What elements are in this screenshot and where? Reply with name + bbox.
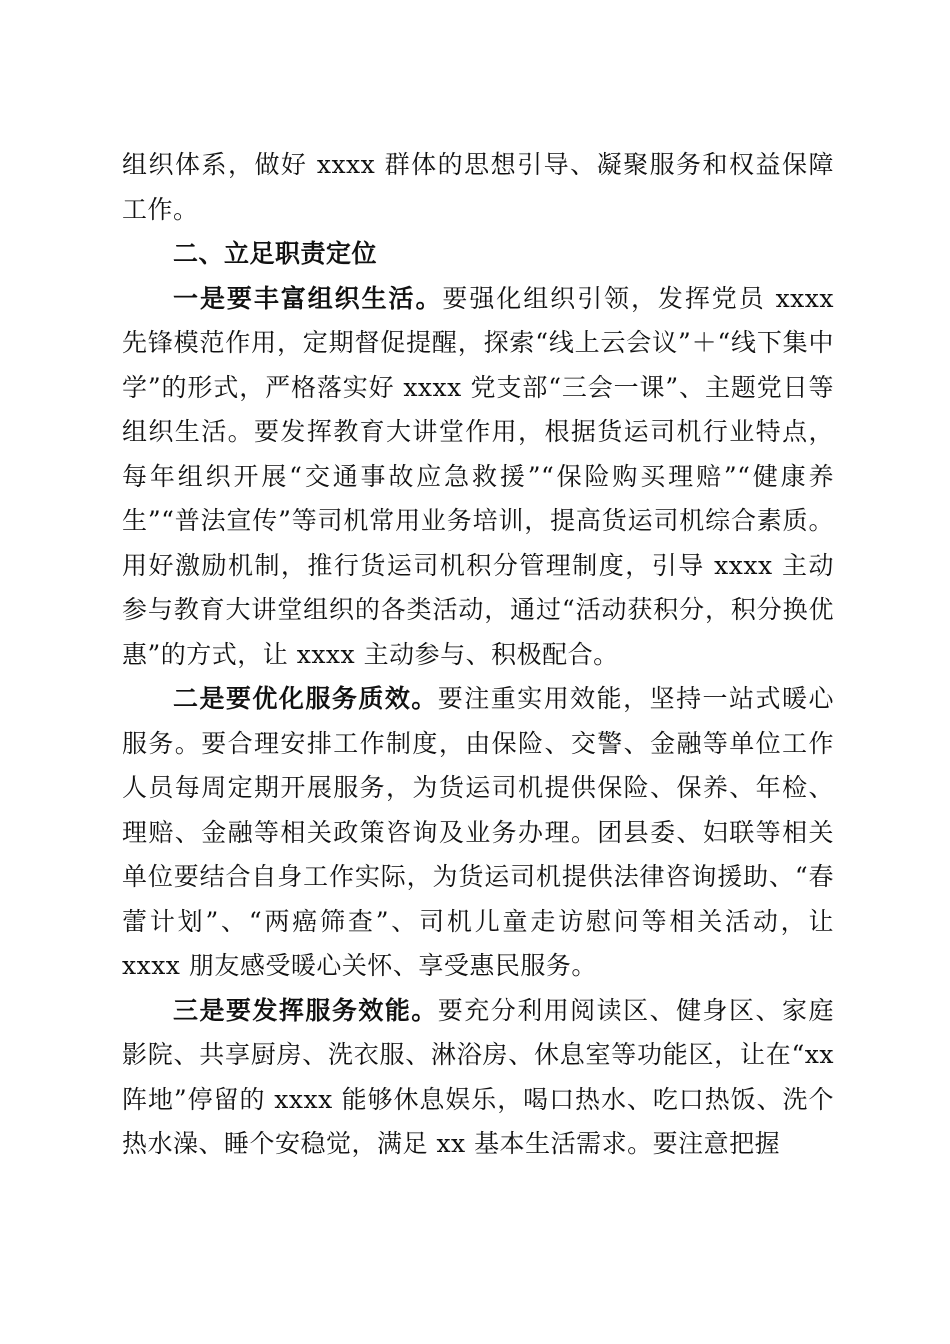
paragraph-3: [122, 989, 834, 1167]
paragraph-2: [122, 677, 834, 989]
paragraph-2-lead: 二是要优化服务质效。: [173, 684, 438, 713]
paragraph-continued: 组织体系，做好 xxxx 群体的思想引导、凝聚服务和权益保障工作。: [122, 150, 834, 224]
paragraph-2-body: 要注重实用效能，坚持一站式暖心服务。要合理安排工作制度，由保险、交警、金融等单位工作人员每周定期开展服务，为货运司机提供保险、保养、年检、理赔、金融等相关政策咨询及业务办理。团县委、妇联等相关单位要结合自身工作实际，为货运司机提供法律咨询援助、“春蕾计划”、“两癌筛查”、司机儿童走访慰问等相关活动，让 xxxx 朋友感受暖心关怀、享受惠民服务。: [122, 684, 834, 980]
section-heading: 二、立足职责定位: [173, 239, 378, 268]
paragraph-1: [122, 277, 834, 678]
paragraph-3-body: 要充分利用阅读区、健身区、家庭影院、共享厨房、洗衣服、淋浴房、休息室等功能区，让在“xx 阵地”停留的 xxxx 能够休息娱乐，喝口热水、吃口热饭、洗个热水澡、睡个安稳觉，满足 xx 基本生活需求。要注意把握: [122, 995, 834, 1158]
paragraph-3-lead: 三是要发挥服务效能。: [173, 995, 438, 1025]
document-body: [122, 143, 834, 1167]
paragraph-1-lead: 一是要丰富组织生活。: [173, 283, 443, 313]
paragraph-1-body: 要强化组织引领，发挥党员 xxxx 先锋模范作用，定期督促提醒，探索“线上云会议”＋“线下集中学”的形式，严格落实好 xxxx 党支部“三会一课”、主题党日等组织生活。要发挥教育大讲堂作用，根据货运司机行业特点，每年组织开展“交通事故应急救援”“保险购买理赔”“健康养生”“普法宣传”等司机常用业务培训，提高货运司机综合素质。用好激励机制，推行货运司机积分管理制度，引导 xxxx 主动参与教育大讲堂组织的各类活动，通过“活动获积分，积分换优惠”的方式，让 xxxx 主动参与、积极配合。: [122, 283, 834, 669]
